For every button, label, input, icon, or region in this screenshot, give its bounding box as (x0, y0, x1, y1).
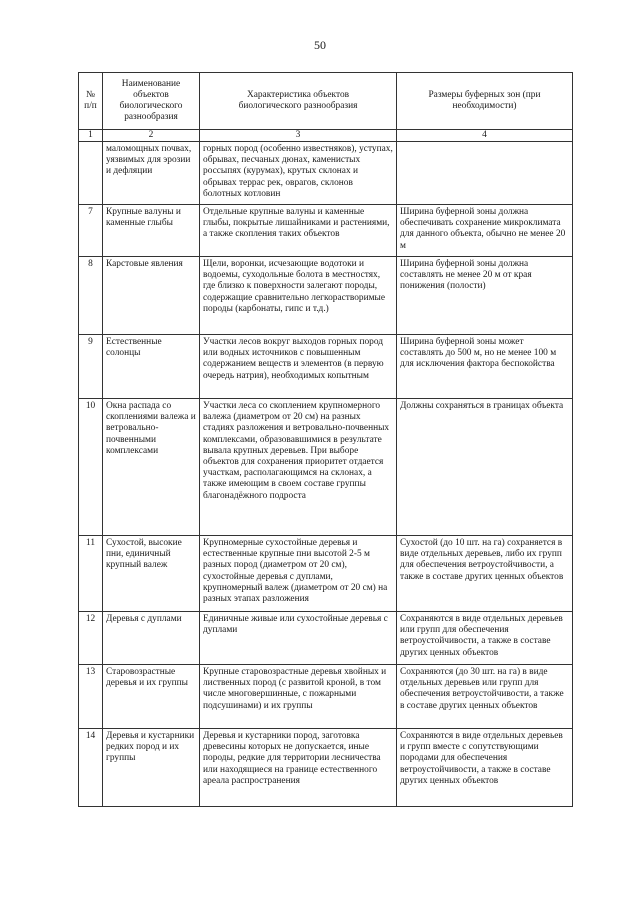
header-buffer-size: Размеры буферных зон (при необходимости) (397, 73, 573, 130)
object-characteristic: Участки леса со скоплением крупномерного валежа (диаметром от 20 см) на разных стадиях разложения и ветровально-почвенных комплексами, образовавшимися в результате вывала крупных деревьев. При выборе объектов для сохранения приоритет отдается участкам, располагающимся на склонах, а также имеющим в своем составе группы благонадёжного подроста (200, 399, 397, 536)
table-row (79, 612, 573, 665)
object-name: Карстовые явления (103, 257, 200, 335)
object-characteristic: Крупномерные сухостойные деревья и естественные крупные пни высотой 2-5 м разных пород (диаметром от 20 см), сухостойные деревья с дуплами, крупномерный валеж (диаметром от 20 см) на разных этапах разложения (200, 536, 397, 612)
table-row (79, 257, 573, 335)
column-number-row (79, 130, 573, 142)
header-characteristic: Характеристика объектов биологического разнообразия (200, 73, 397, 130)
column-number: 4 (397, 130, 573, 142)
table-row (79, 142, 573, 205)
biodiversity-objects-table (78, 72, 573, 807)
table-row (79, 205, 573, 257)
row-number (79, 142, 103, 205)
table-row (79, 399, 573, 536)
header-object-name: Наименование объектов биологического разнообразия (103, 73, 200, 130)
buffer-size (397, 142, 573, 205)
row-number: 11 (79, 536, 103, 612)
column-number: 3 (200, 130, 397, 142)
buffer-size: Сухостой (до 10 шт. на га) сохраняется в виде отдельных деревьев, либо их групп для обеспечения ветроустойчивости, а также в составе других ценных объектов (397, 536, 573, 612)
row-number: 14 (79, 729, 103, 807)
column-number: 1 (79, 130, 103, 142)
object-name: Деревья и кустарники редких пород и их группы (103, 729, 200, 807)
row-number: 13 (79, 665, 103, 729)
buffer-size: Сохраняются в виде отдельных деревьев или групп для обеспечения ветроустойчивости, а также в составе других ценных объектов (397, 612, 573, 665)
object-name: Деревья с дуплами (103, 612, 200, 665)
column-number: 2 (103, 130, 200, 142)
object-characteristic: горных пород (особенно известняков), уступах, обрывах, песчаных дюнах, каменистых россыпях (курумах), крутых склонах и обрывах террас рек, оврагов, склонов болотных котловин (200, 142, 397, 205)
buffer-size: Сохраняются (до 30 шт. на га) в виде отдельных деревьев или групп для обеспечения ветроустойчивости, а также в составе других ценных объектов (397, 665, 573, 729)
row-number: 8 (79, 257, 103, 335)
object-characteristic: Единичные живые или сухостойные деревья с дуплами (200, 612, 397, 665)
table-row (79, 335, 573, 399)
object-characteristic: Крупные старовозрастные деревья хвойных и лиственных пород (с развитой кроной, в том числе многовершинные, с пожарными подсушинами) и их группы (200, 665, 397, 729)
table-row (79, 536, 573, 612)
object-characteristic: Деревья и кустарники пород, заготовка древесины которых не допускается, иные породы, редкие для территории лесничества или находящиеся на границе естественного ареала распространения (200, 729, 397, 807)
buffer-size: Сохраняются в виде отдельных деревьев и групп вместе с сопутствующими породами для обеспечения ветроустойчивости, а также в составе других ценных объектов (397, 729, 573, 807)
buffer-size: Ширина буферной зоны должна составлять не менее 20 м от края понижения (полости) (397, 257, 573, 335)
row-number: 9 (79, 335, 103, 399)
header-number: № п/п (79, 73, 103, 130)
object-characteristic: Отдельные крупные валуны и каменные глыбы, покрытые лишайниками и растениями, а также скопления таких объектов (200, 205, 397, 257)
object-characteristic: Участки лесов вокруг выходов горных пород или водных источников с повышенным содержанием веществ и элементов (в первую очередь натрия), необходимых копытным (200, 335, 397, 399)
object-characteristic: Щели, воронки, исчезающие водотоки и водоемы, суходольные болота в местностях, где близко к поверхности залегают породы, содержащие сравнительно легкорастворимые породы (карбонаты, гипс и т.д.) (200, 257, 397, 335)
object-name: Окна распада со скоплениями валежа и ветровально-почвенными комплексами (103, 399, 200, 536)
buffer-size: Ширина буферной зоны должна обеспечивать сохранение микроклимата для данного объекта, обычно не менее 20 м (397, 205, 573, 257)
object-name: маломощных почвах, уязвимых для эрозии и дефляции (103, 142, 200, 205)
buffer-size: Ширина буферной зоны может составлять до 500 м, но не менее 100 м для исключения фактора беспокойства (397, 335, 573, 399)
buffer-size: Должны сохраняться в границах объекта (397, 399, 573, 536)
table-row (79, 729, 573, 807)
table-row (79, 665, 573, 729)
object-name: Крупные валуны и каменные глыбы (103, 205, 200, 257)
object-name: Старовозрастные деревья и их группы (103, 665, 200, 729)
table-header-row (79, 73, 573, 130)
row-number: 12 (79, 612, 103, 665)
row-number: 7 (79, 205, 103, 257)
row-number: 10 (79, 399, 103, 536)
object-name: Естественные солонцы (103, 335, 200, 399)
page-number: 50 (314, 38, 326, 52)
object-name: Сухостой, высокие пни, единичный крупный валеж (103, 536, 200, 612)
